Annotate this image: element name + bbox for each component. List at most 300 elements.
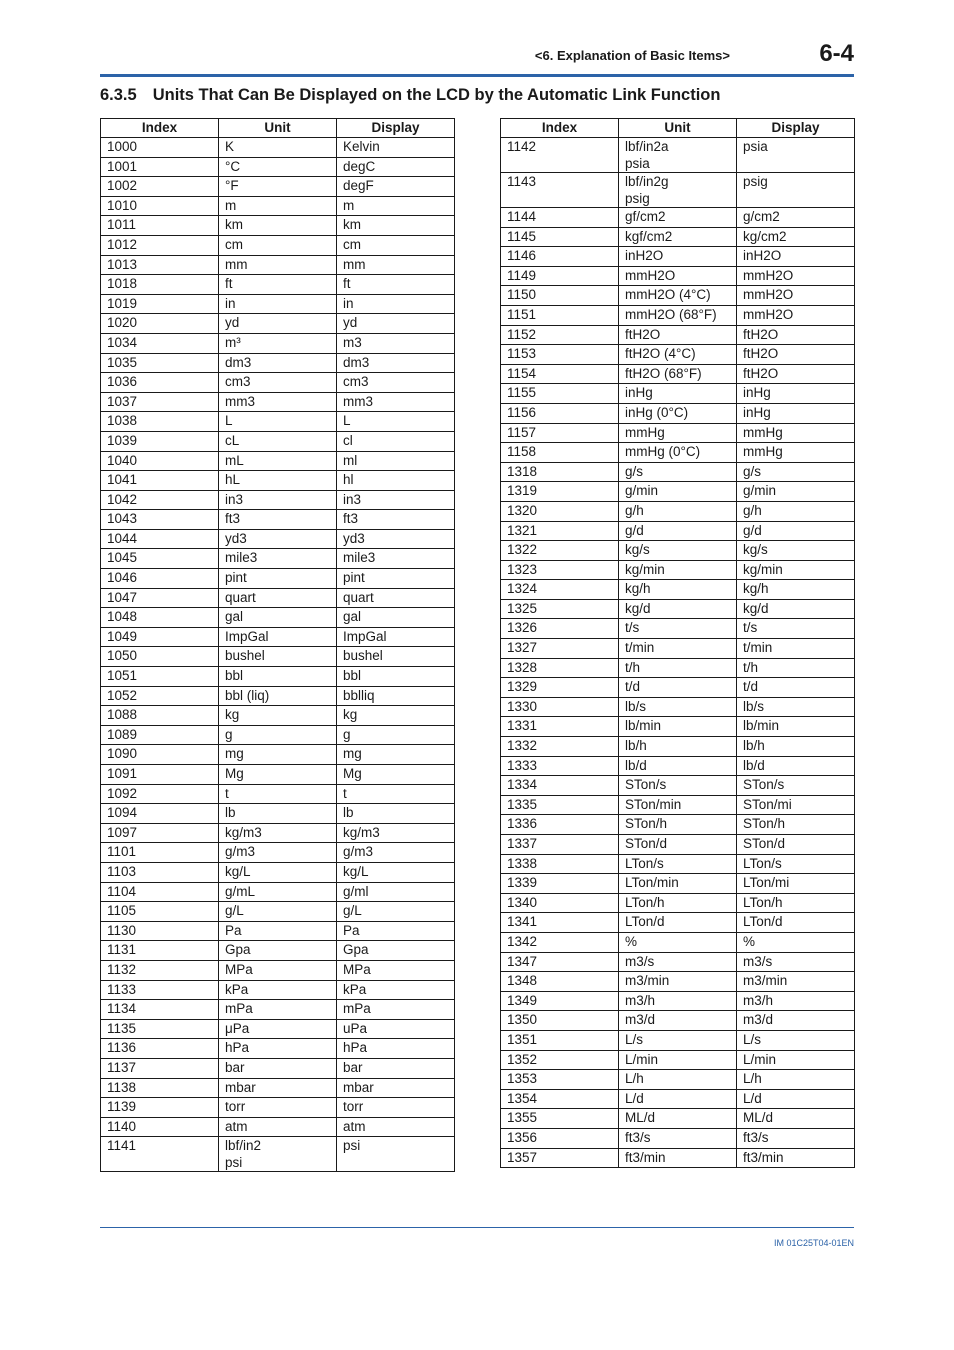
table-row <box>101 980 455 1000</box>
display-cell: gal <box>337 608 455 628</box>
unit-text: mmH2O (4°C) <box>625 287 711 303</box>
table-row <box>101 843 455 863</box>
table-row <box>501 835 855 855</box>
display-cell: % <box>737 932 855 952</box>
display-cell: g/h <box>737 501 855 521</box>
unit-cell <box>219 667 337 687</box>
table-row <box>101 804 455 824</box>
index-cell: 1351 <box>501 1030 619 1050</box>
index-cell: 1328 <box>501 658 619 678</box>
display-cell: lb <box>337 804 455 824</box>
unit-cell <box>219 314 337 334</box>
index-cell: 1035 <box>101 353 219 373</box>
header-rule <box>100 74 854 77</box>
table-row <box>501 815 855 835</box>
unit-cell <box>619 1030 737 1050</box>
table-row <box>501 138 855 173</box>
display-cell: lb/s <box>737 697 855 717</box>
section-title-text: Units That Can Be Displayed on the LCD by the Automatic Link Function <box>152 86 721 104</box>
index-cell: 1356 <box>501 1128 619 1148</box>
table-row <box>101 373 455 393</box>
display-cell: t <box>337 784 455 804</box>
unit-cell <box>619 1070 737 1090</box>
index-cell: 1011 <box>101 216 219 236</box>
unit-cell <box>619 501 737 521</box>
index-cell: 1040 <box>101 451 219 471</box>
display-cell: LTon/mi <box>737 874 855 894</box>
table-row <box>101 1058 455 1078</box>
index-cell: 1052 <box>101 686 219 706</box>
unit-text: Gpa <box>225 942 251 958</box>
table-row <box>101 667 455 687</box>
document-id: IM 01C25T04-01EN <box>773 1238 854 1248</box>
unit-text: kg/s <box>625 542 650 558</box>
unit-text: g/min <box>625 483 659 499</box>
index-cell: 1152 <box>501 325 619 345</box>
display-cell: hPa <box>337 1039 455 1059</box>
index-cell: 1325 <box>501 599 619 619</box>
unit-text: ft3/min <box>625 1149 666 1165</box>
display-cell: Pa <box>337 921 455 941</box>
index-cell: 1010 <box>101 196 219 216</box>
display-cell: mmHg <box>737 423 855 443</box>
display-cell: km <box>337 216 455 236</box>
unit-text: gf/cm2 <box>625 209 666 224</box>
unit-text: g/m3 <box>225 844 256 860</box>
index-cell: 1333 <box>501 756 619 776</box>
display-cell: psia <box>737 138 855 173</box>
unit-cell <box>219 765 337 785</box>
index-cell: 1347 <box>501 952 619 972</box>
index-cell: 1050 <box>101 647 219 667</box>
unit-cell <box>619 815 737 835</box>
index-cell: 1145 <box>501 227 619 247</box>
index-cell: 1039 <box>101 431 219 451</box>
unit-cell <box>619 737 737 757</box>
index-cell: 1138 <box>101 1078 219 1098</box>
unit-cell <box>619 1050 737 1070</box>
table-row <box>501 1128 855 1148</box>
unit-text: hL <box>225 472 241 488</box>
index-cell: 1090 <box>101 745 219 765</box>
units-table-right-body <box>501 138 855 1168</box>
unit-cell <box>619 305 737 325</box>
display-cell: bushel <box>337 647 455 667</box>
display-cell: ft <box>337 275 455 295</box>
display-cell: cl <box>337 431 455 451</box>
unit-text: LTon/min <box>625 875 679 891</box>
table-row <box>501 560 855 580</box>
display-cell: hl <box>337 471 455 491</box>
table-row <box>501 384 855 404</box>
unit-cell <box>619 717 737 737</box>
unit-cell <box>219 1078 337 1098</box>
display-cell: L/d <box>737 1089 855 1109</box>
unit-cell <box>619 874 737 894</box>
index-cell: 1012 <box>101 235 219 255</box>
table-row <box>101 510 455 530</box>
unit-cell <box>219 353 337 373</box>
unit-text: ImpGal <box>225 628 269 644</box>
index-cell: 1092 <box>101 784 219 804</box>
table-row <box>101 862 455 882</box>
table-row <box>501 266 855 286</box>
table-row <box>501 1070 855 1090</box>
index-cell: 1151 <box>501 305 619 325</box>
table-row <box>101 941 455 961</box>
display-cell: mmHg <box>737 443 855 463</box>
index-cell: 1142 <box>501 138 619 173</box>
table-row <box>501 913 855 933</box>
table-row <box>101 686 455 706</box>
unit-cell <box>219 275 337 295</box>
unit-cell <box>619 384 737 404</box>
display-cell: STon/mi <box>737 795 855 815</box>
column-header-index: Index <box>501 119 619 138</box>
display-cell: inHg <box>737 384 855 404</box>
unit-text: mL <box>225 452 244 468</box>
index-cell: 1146 <box>501 247 619 267</box>
unit-text: ML/d <box>625 1110 656 1126</box>
table-row <box>501 227 855 247</box>
table-row <box>101 294 455 314</box>
table-row <box>501 619 855 639</box>
unit-text: ftH2O (68°F) <box>625 365 702 381</box>
unit-text: dm3 <box>225 354 252 370</box>
display-cell: MPa <box>337 960 455 980</box>
index-cell: 1150 <box>501 286 619 306</box>
display-cell: mmH2O <box>737 286 855 306</box>
unit-text: pint <box>225 570 247 586</box>
index-cell: 1051 <box>101 667 219 687</box>
index-cell: 1130 <box>101 921 219 941</box>
display-cell: m3/min <box>737 972 855 992</box>
index-cell: 1329 <box>501 678 619 698</box>
table-row <box>101 588 455 608</box>
column-header-unit: Unit <box>219 119 337 138</box>
unit-text: t <box>225 785 229 801</box>
index-cell: 1141 <box>101 1137 219 1172</box>
unit-cell <box>219 1058 337 1078</box>
index-cell: 1144 <box>501 208 619 228</box>
unit-text: K <box>225 139 235 154</box>
unit-text: m3/min <box>625 973 670 989</box>
section-number: 6.3.5 <box>100 86 137 104</box>
unit-cell <box>619 325 737 345</box>
index-cell: 1330 <box>501 697 619 717</box>
unit-text: ft3/s <box>625 1129 651 1145</box>
index-cell: 1105 <box>101 902 219 922</box>
unit-text: g/d <box>625 522 644 538</box>
unit-cell <box>619 952 737 972</box>
unit-text: g/L <box>225 903 244 919</box>
unit-text: L <box>225 413 233 429</box>
table-row <box>101 314 455 334</box>
index-cell: 1320 <box>501 501 619 521</box>
index-cell: 1154 <box>501 364 619 384</box>
table-row <box>101 353 455 373</box>
display-cell: inH2O <box>737 247 855 267</box>
index-cell: 1332 <box>501 737 619 757</box>
unit-text: m3/h <box>625 992 656 1008</box>
unit-cell <box>219 882 337 902</box>
display-cell: ML/d <box>737 1109 855 1129</box>
index-cell: 1342 <box>501 932 619 952</box>
table-row <box>501 717 855 737</box>
unit-text: ft3 <box>225 511 241 527</box>
unit-text: bbl <box>225 668 244 684</box>
unit-text: mm3 <box>225 393 255 409</box>
display-cell: kPa <box>337 980 455 1000</box>
display-cell: dm3 <box>337 353 455 373</box>
table-row <box>101 784 455 804</box>
table-row <box>101 275 455 295</box>
unit-text: STon/h <box>625 816 668 832</box>
index-cell: 1018 <box>101 275 219 295</box>
unit-cell <box>619 462 737 482</box>
index-cell: 1133 <box>101 980 219 1000</box>
display-cell: mg <box>337 745 455 765</box>
unit-text: kPa <box>225 981 249 997</box>
unit-text: lb/d <box>625 757 647 773</box>
unit-cell <box>219 392 337 412</box>
table-row <box>101 196 455 216</box>
unit-text: L/min <box>625 1051 659 1067</box>
display-cell: pint <box>337 569 455 589</box>
table-row <box>501 462 855 482</box>
units-table-right <box>500 118 855 1168</box>
unit-cell <box>619 1089 737 1109</box>
unit-cell <box>219 627 337 647</box>
unit-text: mile3 <box>225 550 258 566</box>
index-cell: 1322 <box>501 541 619 561</box>
index-cell: 1136 <box>101 1039 219 1059</box>
unit-text: LTon/s <box>625 855 664 871</box>
unit-text: quart <box>225 589 256 605</box>
table-row <box>501 678 855 698</box>
unit-text: LTon/d <box>625 914 665 930</box>
index-cell: 1326 <box>501 619 619 639</box>
unit-cell <box>219 745 337 765</box>
unit-cell <box>619 1109 737 1129</box>
unit-cell <box>619 266 737 286</box>
table-row <box>501 893 855 913</box>
index-cell: 1354 <box>501 1089 619 1109</box>
index-cell: 1348 <box>501 972 619 992</box>
index-cell: 1044 <box>101 529 219 549</box>
table-row <box>501 482 855 502</box>
table-row <box>501 345 855 365</box>
unit-text: bushel <box>225 648 265 664</box>
table-row <box>101 451 455 471</box>
table-row <box>101 706 455 726</box>
unit-cell <box>219 725 337 745</box>
display-cell: L/min <box>737 1050 855 1070</box>
unit-text: mmHg (0°C) <box>625 444 701 460</box>
table-row <box>101 1000 455 1020</box>
unit-text: kg/L <box>225 863 251 879</box>
unit-cell <box>219 1137 337 1172</box>
table-row <box>501 173 855 208</box>
unit-text: lb/h <box>625 738 647 754</box>
index-cell: 1001 <box>101 157 219 177</box>
table-row <box>501 1148 855 1168</box>
unit-cell <box>219 980 337 1000</box>
table-row <box>501 501 855 521</box>
table-header-row <box>501 119 855 138</box>
display-cell: kg/d <box>737 599 855 619</box>
unit-text: STon/s <box>625 777 667 793</box>
column-header-unit: Unit <box>619 119 737 138</box>
unit-text: t/h <box>625 659 641 675</box>
display-cell: L/h <box>737 1070 855 1090</box>
footer-rule <box>100 1227 854 1228</box>
table-row <box>501 443 855 463</box>
table-row <box>501 1089 855 1109</box>
table-row <box>501 247 855 267</box>
table-row <box>101 392 455 412</box>
table-row <box>101 1019 455 1039</box>
display-cell: torr <box>337 1098 455 1118</box>
table-row <box>101 765 455 785</box>
unit-cell <box>219 1117 337 1137</box>
index-cell: 1139 <box>101 1098 219 1118</box>
unit-cell <box>219 608 337 628</box>
index-cell: 1132 <box>101 960 219 980</box>
index-cell: 1349 <box>501 991 619 1011</box>
display-cell: uPa <box>337 1019 455 1039</box>
unit-cell <box>619 580 737 600</box>
unit-cell <box>219 862 337 882</box>
index-cell: 1335 <box>501 795 619 815</box>
unit-text: yd3 <box>225 530 247 546</box>
unit-cell <box>219 588 337 608</box>
display-cell: ImpGal <box>337 627 455 647</box>
index-cell: 1131 <box>101 941 219 961</box>
index-cell: 1156 <box>501 403 619 423</box>
table-row <box>101 1098 455 1118</box>
unit-text: ft <box>225 276 233 292</box>
index-cell: 1049 <box>101 627 219 647</box>
display-cell: g/cm2 <box>737 208 855 228</box>
unit-text: torr <box>225 1099 246 1115</box>
table-row <box>501 423 855 443</box>
table-header-row <box>101 119 455 138</box>
table-row <box>101 725 455 745</box>
unit-cell <box>619 173 737 208</box>
index-cell: 1088 <box>101 706 219 726</box>
unit-cell <box>619 835 737 855</box>
index-cell: 1043 <box>101 510 219 530</box>
index-cell: 1045 <box>101 549 219 569</box>
unit-cell <box>619 913 737 933</box>
units-table-left-body <box>101 138 455 1172</box>
display-cell: m3/s <box>737 952 855 972</box>
table-row <box>101 138 455 158</box>
unit-cell <box>219 471 337 491</box>
table-row <box>501 403 855 423</box>
unit-text: lbf/in2g <box>625 174 669 189</box>
table-row <box>501 972 855 992</box>
display-cell: bar <box>337 1058 455 1078</box>
table-row <box>101 1117 455 1137</box>
index-cell: 1157 <box>501 423 619 443</box>
table-row <box>501 286 855 306</box>
index-cell: 1321 <box>501 521 619 541</box>
display-cell: ft3/min <box>737 1148 855 1168</box>
table-row <box>101 627 455 647</box>
display-cell: ftH2O <box>737 364 855 384</box>
unit-text: L/d <box>625 1090 644 1106</box>
display-cell: mm <box>337 255 455 275</box>
table-row <box>101 1137 455 1172</box>
index-cell: 1323 <box>501 560 619 580</box>
unit-cell <box>619 756 737 776</box>
display-cell: g/ml <box>337 882 455 902</box>
unit-text: Mg <box>225 766 244 781</box>
table-row <box>101 529 455 549</box>
display-cell: m3 <box>337 333 455 353</box>
unit-cell <box>619 482 737 502</box>
table-row <box>101 157 455 177</box>
unit-cell <box>219 235 337 255</box>
unit-cell <box>219 823 337 843</box>
unit-cell <box>619 697 737 717</box>
unit-text: m3/d <box>625 1012 656 1028</box>
index-cell: 1034 <box>101 333 219 353</box>
unit-cell <box>619 1011 737 1031</box>
unit-text: lbf/in2a <box>625 139 669 154</box>
unit-text: inH2O <box>625 248 664 264</box>
unit-cell <box>619 972 737 992</box>
unit-text: % <box>625 933 638 949</box>
unit-text: g/mL <box>225 883 256 899</box>
table-row <box>501 658 855 678</box>
display-cell: mmH2O <box>737 305 855 325</box>
index-cell: 1091 <box>101 765 219 785</box>
unit-text: MPa <box>225 961 253 977</box>
unit-text: °C <box>225 158 241 174</box>
unit-text: L/s <box>625 1031 644 1047</box>
index-cell: 1046 <box>101 569 219 589</box>
unit-cell <box>619 658 737 678</box>
unit-text: mmH2O <box>625 267 676 283</box>
unit-alt-text: psig <box>625 191 650 206</box>
unit-text: bbl (liq) <box>225 687 270 703</box>
unit-cell <box>619 619 737 639</box>
unit-text: LTon/h <box>625 894 665 910</box>
unit-text: lb/min <box>625 718 662 734</box>
table-row <box>101 823 455 843</box>
display-cell: inHg <box>737 403 855 423</box>
table-row <box>501 697 855 717</box>
display-cell: degF <box>337 177 455 197</box>
unit-text: lbf/in2 <box>225 1138 262 1154</box>
unit-text: gal <box>225 609 244 625</box>
display-cell: Mg <box>337 765 455 785</box>
index-cell: 1038 <box>101 412 219 432</box>
table-row <box>501 952 855 972</box>
unit-text: lb <box>225 805 236 821</box>
unit-cell <box>219 138 337 158</box>
display-cell: yd <box>337 314 455 334</box>
unit-text: cL <box>225 432 240 448</box>
unit-text: mg <box>225 746 244 762</box>
table-row <box>501 580 855 600</box>
index-cell: 1048 <box>101 608 219 628</box>
unit-text: kg <box>225 707 240 723</box>
index-cell: 1155 <box>501 384 619 404</box>
